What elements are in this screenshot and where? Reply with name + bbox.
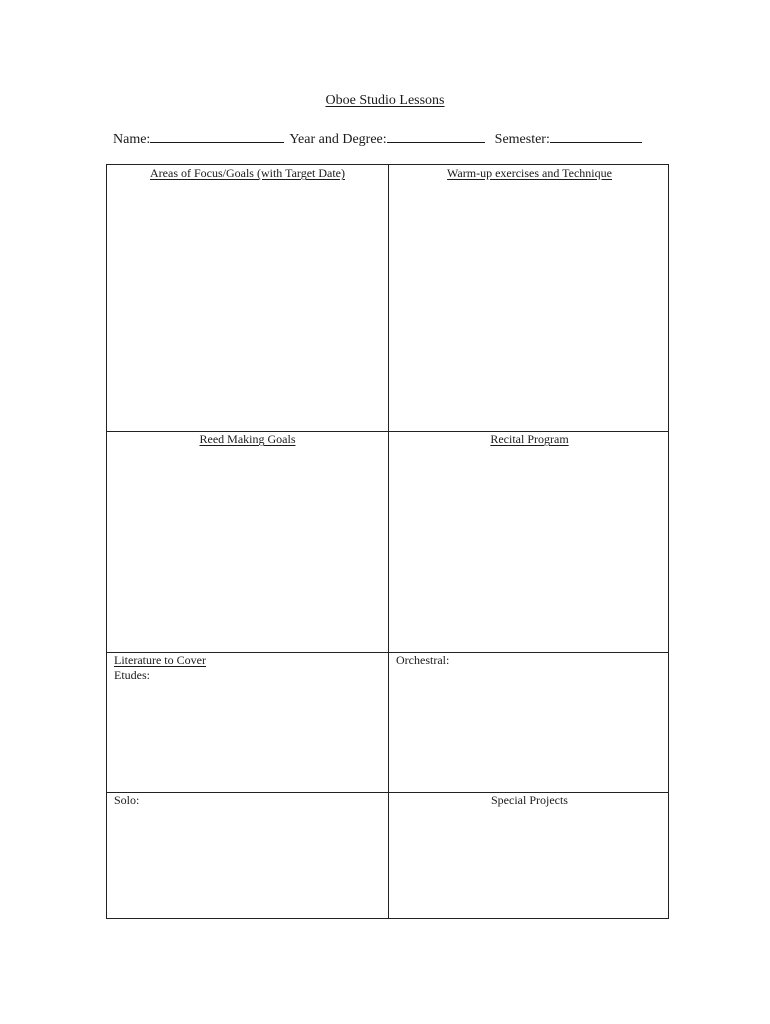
recital-program-heading: Recital Program bbox=[490, 432, 569, 446]
semester-label: Semester: bbox=[494, 132, 550, 147]
warm-up-cell[interactable] bbox=[389, 165, 670, 431]
student-info-line bbox=[113, 129, 642, 148]
reed-making-cell[interactable] bbox=[107, 432, 388, 652]
lesson-plan-grid bbox=[106, 164, 669, 919]
special-projects-cell[interactable] bbox=[389, 793, 670, 918]
recital-program-cell[interactable] bbox=[389, 432, 670, 652]
warm-up-heading: Warm-up exercises and Technique bbox=[447, 166, 612, 180]
etudes-label: Etudes: bbox=[114, 668, 150, 682]
page-title-text: Oboe Studio Lessons bbox=[325, 93, 445, 108]
page-title bbox=[0, 93, 770, 109]
semester-field[interactable] bbox=[550, 129, 642, 143]
orchestral-cell[interactable] bbox=[389, 653, 670, 792]
name-label: Name: bbox=[113, 132, 151, 147]
literature-heading: Literature to Cover bbox=[114, 653, 206, 667]
special-projects-heading: Special Projects bbox=[491, 793, 568, 807]
areas-of-focus-heading: Areas of Focus/Goals (with Target Date) bbox=[150, 166, 345, 180]
literature-cell[interactable] bbox=[107, 653, 388, 792]
year-degree-field[interactable] bbox=[387, 129, 485, 143]
solo-cell[interactable] bbox=[107, 793, 388, 918]
areas-of-focus-cell[interactable] bbox=[107, 165, 388, 431]
reed-making-heading: Reed Making Goals bbox=[199, 432, 296, 446]
orchestral-label: Orchestral: bbox=[396, 653, 450, 667]
solo-label: Solo: bbox=[114, 793, 140, 807]
name-field[interactable] bbox=[150, 129, 284, 143]
year-degree-label: Year and Degree: bbox=[289, 132, 387, 147]
